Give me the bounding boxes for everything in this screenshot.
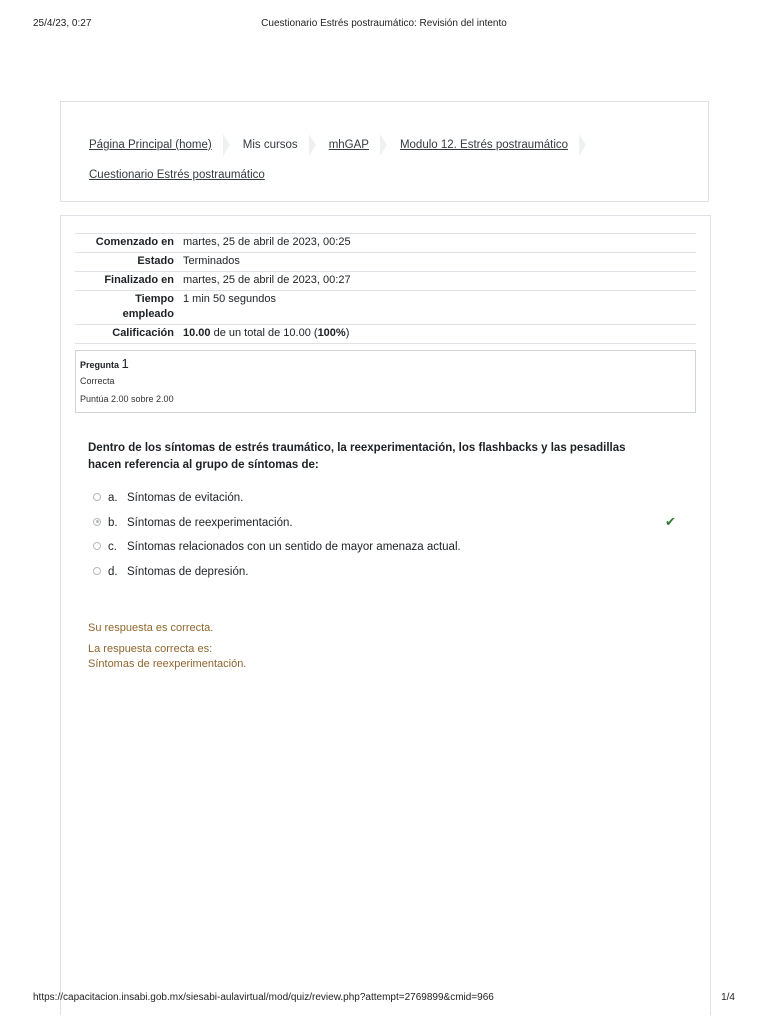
breadcrumb-item-quiz[interactable]: Cuestionario Estrés postraumático: [89, 169, 265, 181]
question-number: Pregunta 1: [80, 356, 129, 371]
attempt-summary-table: [75, 233, 696, 344]
answer-feedback: [88, 621, 648, 672]
summary-label: Tiempo empleado: [75, 291, 179, 325]
breadcrumb: [89, 130, 679, 190]
option-letter: a.: [108, 492, 118, 504]
general-feedback: Su respuesta es correcta.: [88, 622, 214, 634]
radio-button[interactable]: [93, 567, 101, 575]
summary-value: martes, 25 de abril de 2023, 00:25: [179, 234, 696, 253]
summary-value: 1 min 50 segundos: [179, 291, 696, 325]
quiz-review-content: [60, 215, 711, 1015]
summary-row-time: [75, 291, 696, 325]
radio-button-selected[interactable]: [93, 518, 101, 526]
breadcrumb-separator: [309, 134, 316, 156]
print-footer: [33, 992, 735, 1006]
question-info-box: [75, 350, 696, 413]
answer-option-c[interactable]: [93, 539, 683, 564]
summary-label: Comenzado en: [75, 234, 179, 253]
right-answer-text: Síntomas de reexperimentación.: [88, 658, 247, 670]
question-state: Correcta: [80, 376, 115, 386]
print-datetime: 25/4/23, 0:27: [33, 18, 92, 29]
breadcrumb-separator: [579, 134, 586, 156]
summary-row-state: [75, 253, 696, 272]
option-text: Síntomas relacionados con un sentido de mayor amenaza actual.: [127, 541, 461, 553]
question-grade: Puntúa 2.00 sobre 2.00: [80, 394, 174, 404]
summary-value: martes, 25 de abril de 2023, 00:27: [179, 272, 696, 291]
answer-option-b[interactable]: [93, 515, 683, 540]
summary-row-started: [75, 234, 696, 253]
print-url: https://capacitacion.insabi.gob.mx/siesabi-aulavirtual/mod/quiz/review.php?attempt=2769899&cmid=966: [33, 992, 494, 1003]
radio-button[interactable]: [93, 542, 101, 550]
breadcrumb-panel: [60, 101, 709, 202]
breadcrumb-item-my-courses[interactable]: Mis cursos: [242, 139, 298, 151]
print-page-number: 1/4: [721, 992, 735, 1003]
answer-options: [93, 490, 683, 588]
breadcrumb-item-module[interactable]: Modulo 12. Estrés postraumático: [399, 139, 569, 151]
summary-row-grade: [75, 325, 696, 344]
summary-label: Estado: [75, 253, 179, 272]
breadcrumb-separator: [380, 134, 387, 156]
radio-button[interactable]: [93, 493, 101, 501]
summary-value: Terminados: [179, 253, 696, 272]
breadcrumb-item-course[interactable]: mhGAP: [328, 139, 369, 151]
answer-option-a[interactable]: [93, 490, 683, 515]
print-page-title: Cuestionario Estrés postraumático: Revisión del intento: [261, 18, 507, 29]
question-text: Dentro de los síntomas de estrés traumático, la reexperimentación, los flashbacks y las pesadillas hacen referencia al grupo de síntomas de:: [88, 442, 626, 471]
option-text: Síntomas de reexperimentación.: [127, 516, 293, 529]
summary-row-finished: [75, 272, 696, 291]
option-letter: d.: [108, 565, 118, 578]
option-text: Síntomas de evitación.: [127, 492, 244, 504]
option-text: Síntomas de depresión.: [127, 565, 249, 578]
summary-label: Finalizado en: [75, 272, 179, 291]
summary-label: Calificación: [75, 325, 179, 344]
summary-value: 10.00 de un total de 10.00 (100%): [179, 325, 696, 344]
print-header: [33, 18, 735, 32]
option-letter: c.: [108, 541, 117, 553]
answer-option-d[interactable]: [93, 564, 683, 589]
breadcrumb-separator: [223, 134, 230, 156]
correct-check-icon: ✔: [665, 513, 676, 529]
right-answer-label: La respuesta correcta es:: [88, 643, 213, 655]
option-letter: b.: [108, 516, 118, 529]
breadcrumb-item-home[interactable]: Página Principal (home): [89, 139, 212, 151]
